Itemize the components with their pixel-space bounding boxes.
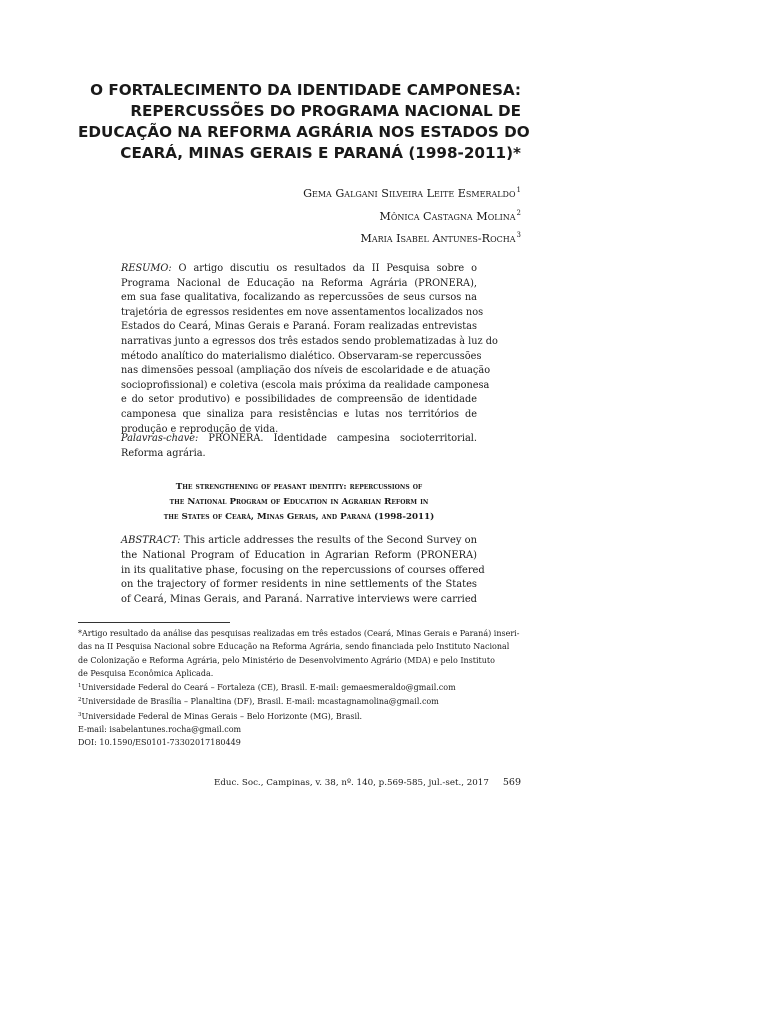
english-title — [118, 480, 480, 526]
author-name: Mônica Castagna Molina — [379, 209, 516, 223]
title-line: REPERCUSSÕES DO PROGRAMA NACIONAL DE — [130, 102, 521, 120]
footnote-affiliation-text: Universidade Federal do Ceará – Fortaleza (CE), Brasil. E-mail: gemaesmeraldo@gmail.com — [81, 683, 456, 693]
article-title — [78, 80, 530, 164]
page-footer — [200, 776, 521, 790]
footnote-star-line: *Artigo resultado da análise das pesquisas realizadas em três estados (Ceará, Minas Gerais e Paraná) inseri- — [78, 629, 520, 638]
resumo-text: O artigo discutiu os resultados da II Pesquisa sobre o — [171, 263, 477, 274]
footnotes — [78, 627, 521, 750]
abstract-line: of Ceará, Minas Gerais, and Paraná. Narrative interviews were carried — [121, 594, 477, 606]
footnote-email: E-mail: isabelantunes.rocha@gmail.com — [78, 725, 242, 735]
resumo-line: e do setor produtivo) e possibilidades de compreensão de identidade — [121, 394, 477, 406]
resumo-line: socioprofissional) e coletiva (escola mais próxima da realidade camponesa — [121, 379, 490, 391]
footnote-affiliation-1 — [78, 680, 521, 694]
resumo-line: produção e reprodução de vida. — [121, 423, 279, 435]
author-name: Gema Galgani Silveira Leite Esmeraldo — [303, 187, 516, 200]
abstract-line — [121, 534, 477, 549]
keywords-text: PRONERA. Identidade campesina socioterritorial. — [198, 433, 477, 444]
keywords-label: Palavras-chave: — [121, 433, 199, 444]
resumo-line: camponesa que sinaliza para resistências e lutas nos territórios de — [121, 408, 477, 420]
title-line: EDUCAÇÃO NA REFORMA AGRÁRIA NOS ESTADOS DO — [78, 123, 530, 141]
page-number: 569 — [502, 777, 521, 788]
footnote-affiliation-2 — [78, 694, 521, 708]
resumo-line: método analítico do materialismo dialético. Observaram-se repercussões — [121, 350, 482, 362]
footnote-divider — [78, 622, 230, 623]
keywords-line — [121, 432, 477, 447]
title-line: CEARÁ, MINAS GERAIS E PARANÁ (1998-2011)* — [120, 144, 521, 162]
resumo-line: narrativas junto a egressos dos três estados sendo problematizadas à luz do — [121, 335, 498, 347]
author-footnote-mark: 2 — [516, 208, 521, 217]
abstract-line: the National Program of Education in Agrarian Reform (PRONERA) — [121, 549, 477, 561]
abstract-label: ABSTRACT: — [121, 535, 181, 546]
footnote-doi: DOI: 10.1590/ES0101-73302017180449 — [78, 738, 241, 748]
footnote-affiliation-text: Universidade Federal de Minas Gerais – Belo Horizonte (MG), Brasil. — [81, 711, 363, 721]
author-footnote-mark: 1 — [516, 186, 521, 194]
author-2 — [250, 204, 521, 227]
abstract-line: on the trajectory of former residents in nine settlements of the States — [121, 579, 477, 591]
footnote-star-line: das na II Pesquisa Nacional sobre Educação na Reforma Agrária, sendo financiada pelo Instituto Nacional — [78, 642, 510, 652]
resumo-line: em sua fase qualitativa, focalizando as repercussões de seus cursos na — [121, 292, 477, 304]
author-name: Maria Isabel Antunes-Rocha — [360, 232, 516, 245]
footnote-affiliation-3 — [78, 709, 521, 723]
footnote-mark: 3 — [78, 711, 82, 718]
keywords-paragraph — [121, 432, 477, 461]
abstract-paragraph — [121, 534, 485, 608]
resumo-line — [121, 262, 477, 277]
footnote-star-line: de Pesquisa Econômica Aplicada. — [78, 668, 214, 678]
footnote-star-line: de Colonização e Reforma Agrária, pelo Ministério de Desenvolvimento Agrário (MDA) e pelo Instituto — [78, 655, 495, 665]
author-list — [250, 181, 521, 249]
author-3 — [250, 226, 521, 249]
english-title-line: The strengthening of peasant identity: repercussions of — [175, 482, 423, 492]
footnote-mark: 1 — [78, 683, 82, 690]
resumo-line: Estados do Ceará, Minas Gerais e Paraná. Foram realizadas entrevistas — [121, 321, 477, 333]
english-title-line: the National Program of Education in Agrarian Reform in — [169, 497, 429, 508]
resumo-line: Programa Nacional de Educação na Reforma Agrária (PRONERA), — [121, 277, 477, 289]
resumo-line: trajetória de egressos residentes em nove assentamentos localizados nos — [121, 306, 484, 318]
footnote-affiliation-text: Universidade de Brasília – Planaltina (DF), Brasil. E-mail: mcastagnamolina@gmail.com — [81, 697, 439, 707]
english-title-line: the States of Ceará, Minas Gerais, and Paraná (1998-2011) — [163, 512, 435, 523]
abstract-text: This article addresses the results of the Second Survey on — [180, 535, 477, 546]
resumo-label: RESUMO: — [121, 263, 172, 274]
title-line: O FORTALECIMENTO DA IDENTIDADE CAMPONESA: — [90, 81, 521, 99]
journal-citation: Educ. Soc., Campinas, v. 38, nº. 140, p.569-585, jul.-set., 2017 — [214, 778, 489, 788]
footnote-mark: 2 — [78, 697, 82, 704]
resumo-line: nas dimensões pessoal (ampliação dos níveis de escolaridade e de atuação — [121, 365, 491, 377]
author-footnote-mark: 3 — [516, 231, 521, 239]
keywords-line: Reforma agrária. — [121, 447, 206, 459]
abstract-line: in its qualitative phase, focusing on the repercussions of courses offered — [121, 564, 485, 576]
resumo-paragraph — [121, 262, 498, 437]
author-1 — [250, 181, 521, 204]
